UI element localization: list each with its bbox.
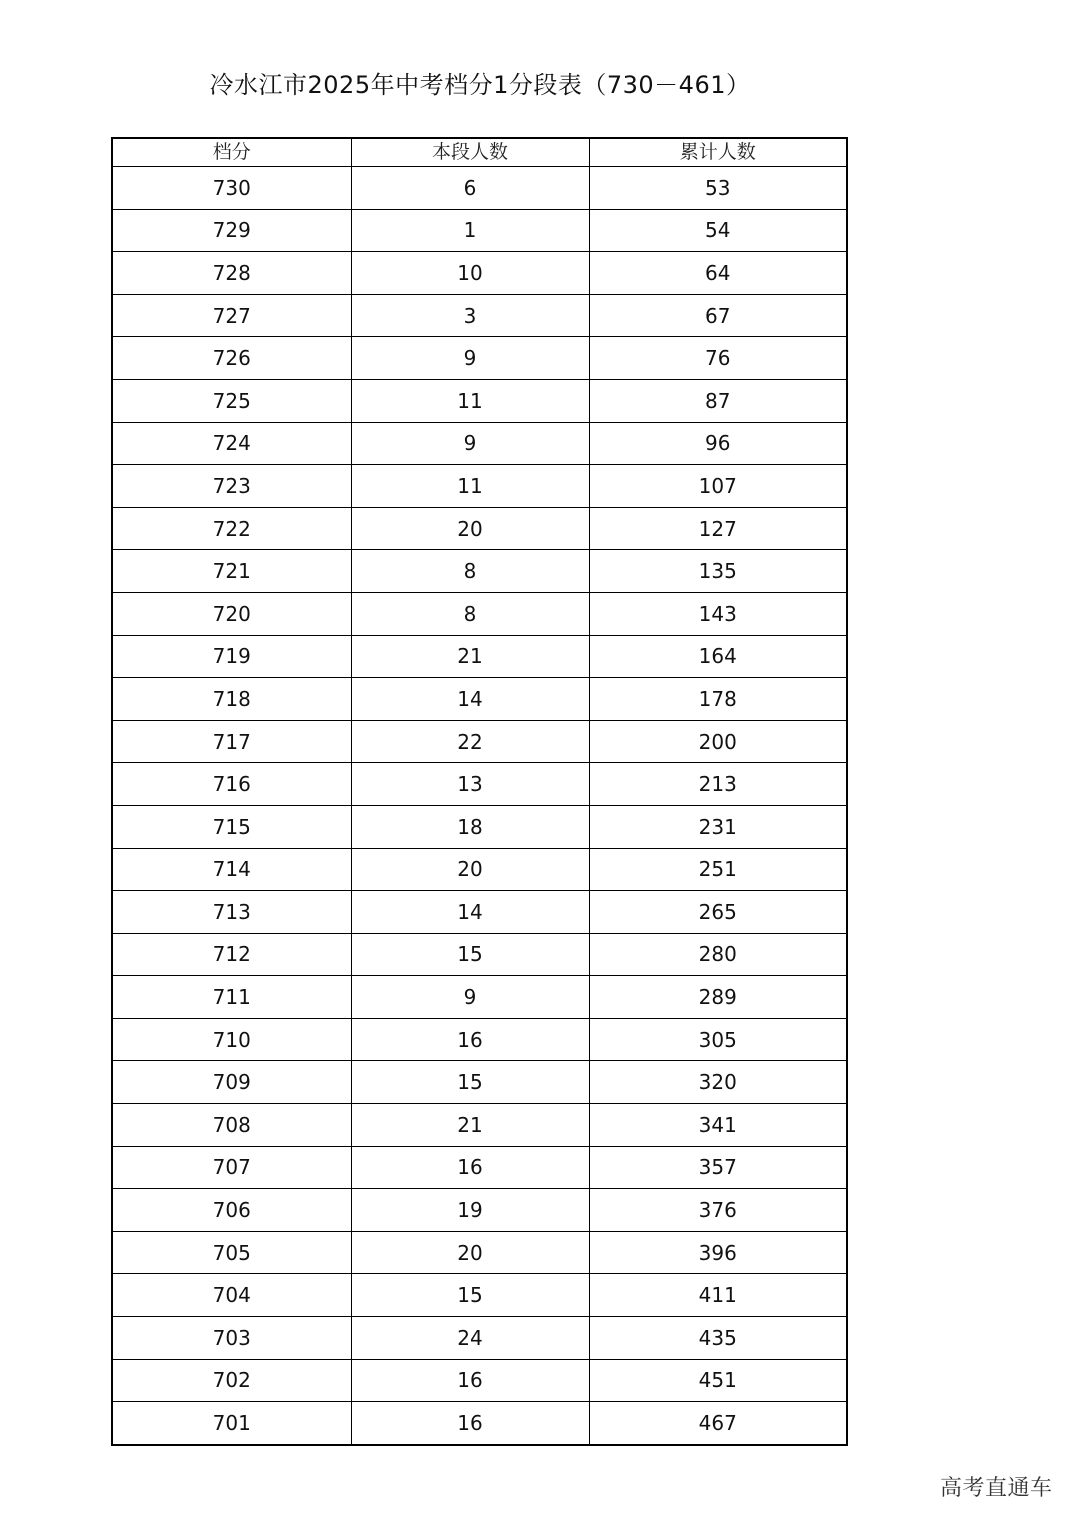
score-cell: 718	[112, 678, 351, 721]
count-cell: 14	[351, 891, 589, 934]
cumulative-cell: 178	[589, 678, 847, 721]
table-row	[112, 933, 847, 976]
count-cell: 6	[351, 167, 589, 210]
cumulative-cell: 76	[589, 337, 847, 380]
count-cell: 21	[351, 635, 589, 678]
score-cell: 724	[112, 422, 351, 465]
score-cell: 706	[112, 1189, 351, 1232]
count-cell: 16	[351, 1146, 589, 1189]
cumulative-cell: 435	[589, 1317, 847, 1360]
score-cell: 715	[112, 805, 351, 848]
count-cell: 22	[351, 720, 589, 763]
score-cell: 729	[112, 209, 351, 252]
score-cell: 727	[112, 294, 351, 337]
table-row	[112, 167, 847, 210]
table-header-row	[112, 138, 847, 167]
cumulative-cell: 67	[589, 294, 847, 337]
table-row	[112, 550, 847, 593]
count-cell: 14	[351, 678, 589, 721]
cumulative-cell: 107	[589, 465, 847, 508]
count-cell: 9	[351, 422, 589, 465]
count-cell: 15	[351, 933, 589, 976]
cumulative-cell: 96	[589, 422, 847, 465]
table-row	[112, 422, 847, 465]
table-row	[112, 1104, 847, 1147]
cumulative-cell: 396	[589, 1231, 847, 1274]
count-cell: 16	[351, 1402, 589, 1445]
cumulative-cell: 143	[589, 592, 847, 635]
table-row	[112, 507, 847, 550]
score-table	[111, 137, 848, 1446]
table-row	[112, 1146, 847, 1189]
score-cell: 709	[112, 1061, 351, 1104]
table-row	[112, 848, 847, 891]
table-row	[112, 1231, 847, 1274]
table-row	[112, 209, 847, 252]
cumulative-cell: 289	[589, 976, 847, 1019]
count-cell: 11	[351, 465, 589, 508]
score-cell: 704	[112, 1274, 351, 1317]
score-cell: 717	[112, 720, 351, 763]
count-cell: 20	[351, 1231, 589, 1274]
cumulative-cell: 451	[589, 1359, 847, 1402]
table-row	[112, 465, 847, 508]
count-cell: 11	[351, 379, 589, 422]
cumulative-cell: 357	[589, 1146, 847, 1189]
table-row	[112, 976, 847, 1019]
score-cell: 702	[112, 1359, 351, 1402]
page-title: 冷水江市2025年中考档分1分段表（730－461）	[209, 71, 751, 99]
table-row	[112, 337, 847, 380]
score-cell: 710	[112, 1018, 351, 1061]
count-cell: 13	[351, 763, 589, 806]
score-cell: 723	[112, 465, 351, 508]
cumulative-cell: 305	[589, 1018, 847, 1061]
cumulative-cell: 341	[589, 1104, 847, 1147]
cumulative-cell: 53	[589, 167, 847, 210]
cumulative-cell: 135	[589, 550, 847, 593]
score-cell: 719	[112, 635, 351, 678]
watermark: 高考直通车	[940, 1476, 1053, 1501]
table-row	[112, 252, 847, 295]
score-cell: 714	[112, 848, 351, 891]
count-cell: 19	[351, 1189, 589, 1232]
cumulative-cell: 64	[589, 252, 847, 295]
table-body	[112, 167, 847, 1445]
count-cell: 24	[351, 1317, 589, 1360]
score-cell: 726	[112, 337, 351, 380]
cumulative-cell: 213	[589, 763, 847, 806]
count-cell: 20	[351, 848, 589, 891]
count-cell: 16	[351, 1018, 589, 1061]
table-row	[112, 379, 847, 422]
score-cell: 713	[112, 891, 351, 934]
column-header-count: 本段人数	[351, 138, 589, 167]
cumulative-cell: 376	[589, 1189, 847, 1232]
count-cell: 9	[351, 337, 589, 380]
count-cell: 20	[351, 507, 589, 550]
score-cell: 730	[112, 167, 351, 210]
table-row	[112, 1061, 847, 1104]
score-cell: 708	[112, 1104, 351, 1147]
table-row	[112, 635, 847, 678]
table-row	[112, 592, 847, 635]
score-cell: 703	[112, 1317, 351, 1360]
cumulative-cell: 251	[589, 848, 847, 891]
cumulative-cell: 127	[589, 507, 847, 550]
count-cell: 1	[351, 209, 589, 252]
score-cell: 728	[112, 252, 351, 295]
cumulative-cell: 265	[589, 891, 847, 934]
score-cell: 712	[112, 933, 351, 976]
score-cell: 720	[112, 592, 351, 635]
count-cell: 10	[351, 252, 589, 295]
cumulative-cell: 200	[589, 720, 847, 763]
cumulative-cell: 164	[589, 635, 847, 678]
count-cell: 8	[351, 550, 589, 593]
count-cell: 16	[351, 1359, 589, 1402]
table-row	[112, 1317, 847, 1360]
count-cell: 15	[351, 1274, 589, 1317]
cumulative-cell: 320	[589, 1061, 847, 1104]
column-header-score: 档分	[112, 138, 351, 167]
table-row	[112, 1402, 847, 1445]
table-row	[112, 1274, 847, 1317]
count-cell: 18	[351, 805, 589, 848]
score-cell: 707	[112, 1146, 351, 1189]
table-row	[112, 763, 847, 806]
score-cell: 716	[112, 763, 351, 806]
cumulative-cell: 411	[589, 1274, 847, 1317]
count-cell: 21	[351, 1104, 589, 1147]
count-cell: 9	[351, 976, 589, 1019]
cumulative-cell: 87	[589, 379, 847, 422]
cumulative-cell: 231	[589, 805, 847, 848]
score-cell: 722	[112, 507, 351, 550]
table-row	[112, 1359, 847, 1402]
table-row	[112, 891, 847, 934]
column-header-cumulative: 累计人数	[589, 138, 847, 167]
score-cell: 711	[112, 976, 351, 1019]
cumulative-cell: 54	[589, 209, 847, 252]
count-cell: 15	[351, 1061, 589, 1104]
table-row	[112, 1018, 847, 1061]
table-row	[112, 720, 847, 763]
table-row	[112, 678, 847, 721]
count-cell: 3	[351, 294, 589, 337]
table-row	[112, 1189, 847, 1232]
score-cell: 721	[112, 550, 351, 593]
cumulative-cell: 467	[589, 1402, 847, 1445]
cumulative-cell: 280	[589, 933, 847, 976]
table-row	[112, 294, 847, 337]
score-cell: 725	[112, 379, 351, 422]
score-cell: 705	[112, 1231, 351, 1274]
score-cell: 701	[112, 1402, 351, 1445]
table-row	[112, 805, 847, 848]
count-cell: 8	[351, 592, 589, 635]
